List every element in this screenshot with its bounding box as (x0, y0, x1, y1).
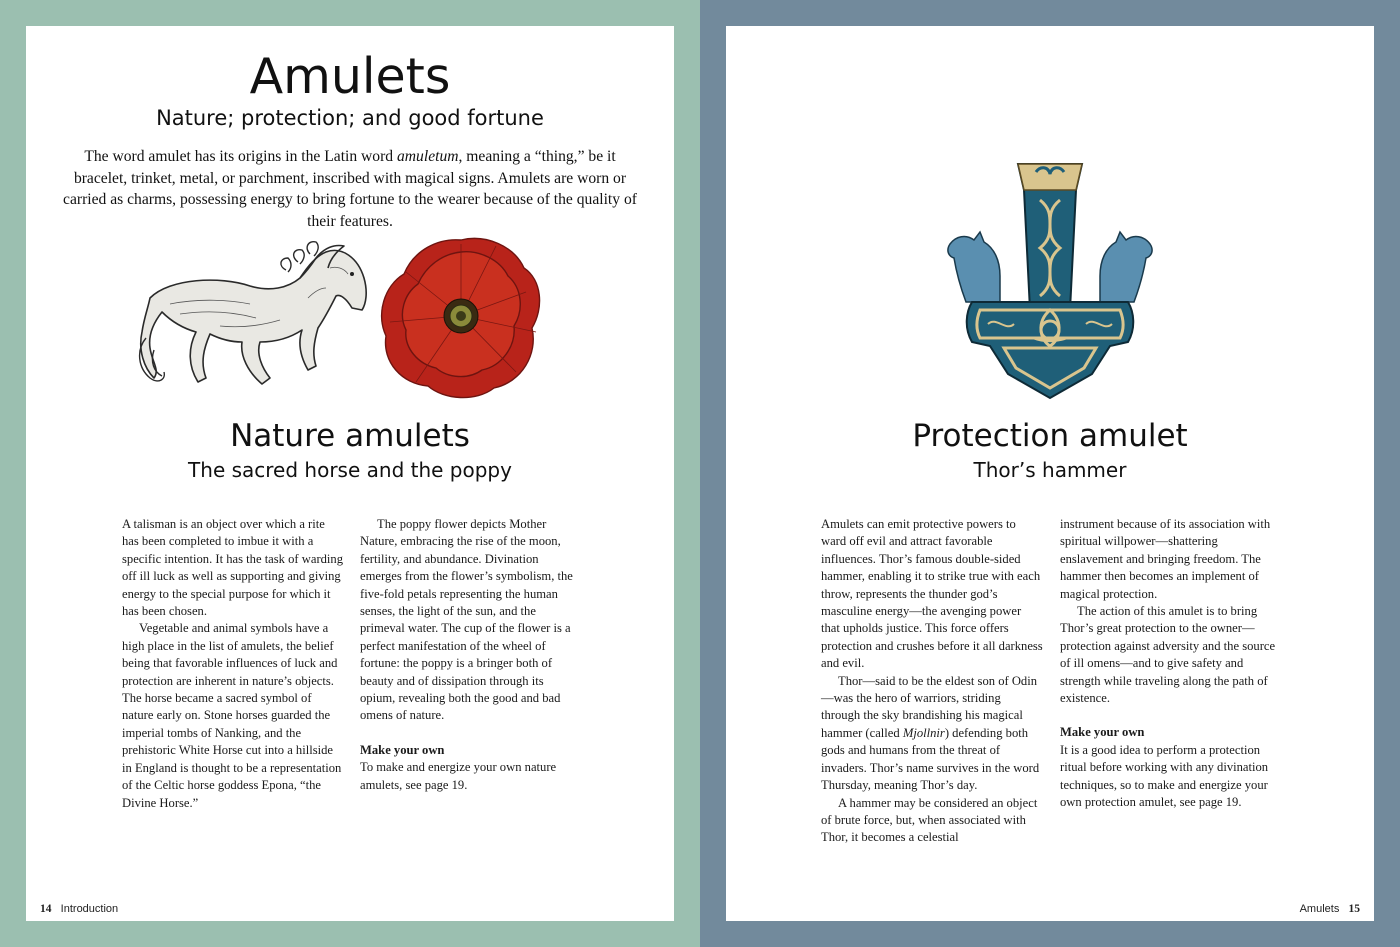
folio-right (1300, 903, 1360, 915)
intro-emphasis: amuletum (397, 148, 459, 165)
left-column-2 (360, 516, 582, 794)
paragraph (821, 673, 1043, 795)
left-column-1 (122, 516, 344, 812)
right-page (726, 26, 1374, 921)
section-title-nature: Nature amulets (230, 418, 470, 454)
right-column-1 (821, 516, 1043, 847)
poppy-illustration (376, 232, 546, 402)
page-title: Amulets (249, 48, 451, 105)
horse-illustration (130, 238, 376, 404)
make-your-own-text: To make and energize your own nature amulets, see page 19. (360, 760, 557, 792)
paragraph: The poppy flower depicts Mother Nature, embracing the rise of the moon, fertility, and abundance. Divination emerges from the flower’s symbolism, the five-fold petals representing the human senses, the light of the sun, and the primeval water. The cup of the flower is a perfect manifestation of the wheel of fortune: the poppy is a bringer both of beauty and of dissipation through its opium, revealing both the good and bad omens of nature. (360, 517, 573, 723)
paragraph: A talisman is an object over which a rite has been completed to imbue it with a specific intention. It has the task of warding off ill luck as well as supporting and giving energy to the special purpose for which it has been chosen. (122, 517, 344, 619)
make-your-own-heading: Make your own (360, 742, 445, 757)
paragraph-text: ) defending both gods and humans from the threat of invaders. Thor’s name survives in the word Thursday, meaning Thor’s day. (821, 725, 1040, 793)
page-number: 14 (40, 903, 52, 915)
folio-left (40, 903, 118, 915)
make-your-own-text: It is a good idea to perform a protection ritual before working with any divination techniques, so to make and energize your own protection amulet, see page 19. (1060, 742, 1269, 810)
section-subtitle-nature: The sacred horse and the poppy (188, 458, 512, 482)
paragraph: Amulets can emit protective powers to ward off evil and attract favorable influences. Thor’s famous double-sided hammer, enabling it to strike true with each throw, represents the thunder god’s masculine energy—the avenging power that upholds justice. This force offers protection and crushes before it all darkness and evil. (821, 517, 1043, 671)
section-subtitle-protection: Thor’s hammer (973, 458, 1127, 482)
thors-hammer-illustration (944, 160, 1156, 402)
paragraph: A hammer may be considered an object of brute force, but, when associated with Thor, it becomes a celestial (821, 795, 1038, 845)
running-head: Amulets (1299, 903, 1340, 915)
left-page (26, 26, 674, 921)
intro-paragraph (60, 146, 640, 232)
paragraph-emphasis: Mjollnir (902, 725, 945, 740)
make-your-own-heading: Make your own (1060, 725, 1145, 740)
paragraph: Vegetable and animal symbols have a high place in the list of amulets, the belief being that favorable influences of luck and protection are inherent in nature’s objects. The horse became a sacred symbol of nature early on. Stone horses guarded the imperial tombs of Nanking, and the prehistoric White Horse cut into a hillside in England is thought to be a representation of the Celtic horse goddess Epona, “the Divine Horse.” (122, 621, 342, 810)
page-subtitle: Nature; protection; and good fortune (156, 106, 544, 130)
page-number: 15 (1348, 903, 1360, 915)
running-head: Introduction (60, 903, 119, 915)
right-column-2 (1060, 516, 1282, 812)
section-title-protection: Protection amulet (912, 418, 1188, 454)
paragraph: The action of this amulet is to bring Thor’s great protection to the owner—protection against adversity and the source of ill omens—and to give safety and strength while traveling along the path of existence. (1060, 604, 1276, 706)
paragraph: instrument because of its association with spiritual willpower—shattering enslavement and bringing freedom. The hammer then becomes an implement of magical protection. (1060, 517, 1271, 601)
intro-text-1: The word amulet has its origins in the Latin word (84, 148, 397, 165)
paragraph-text: Thor—said to be the eldest son of Odin—was the hero of warriors, striding through the sky brandishing his magical hammer (called (821, 673, 1038, 740)
intro-text-2: , meaning a “thing,” be it bracelet, trinket, metal, or parchment, inscribed with magical signs. Amulets are worn or carried as charms, possessing energy to bring fortune to the wearer because of the quality of their features. (63, 148, 637, 230)
